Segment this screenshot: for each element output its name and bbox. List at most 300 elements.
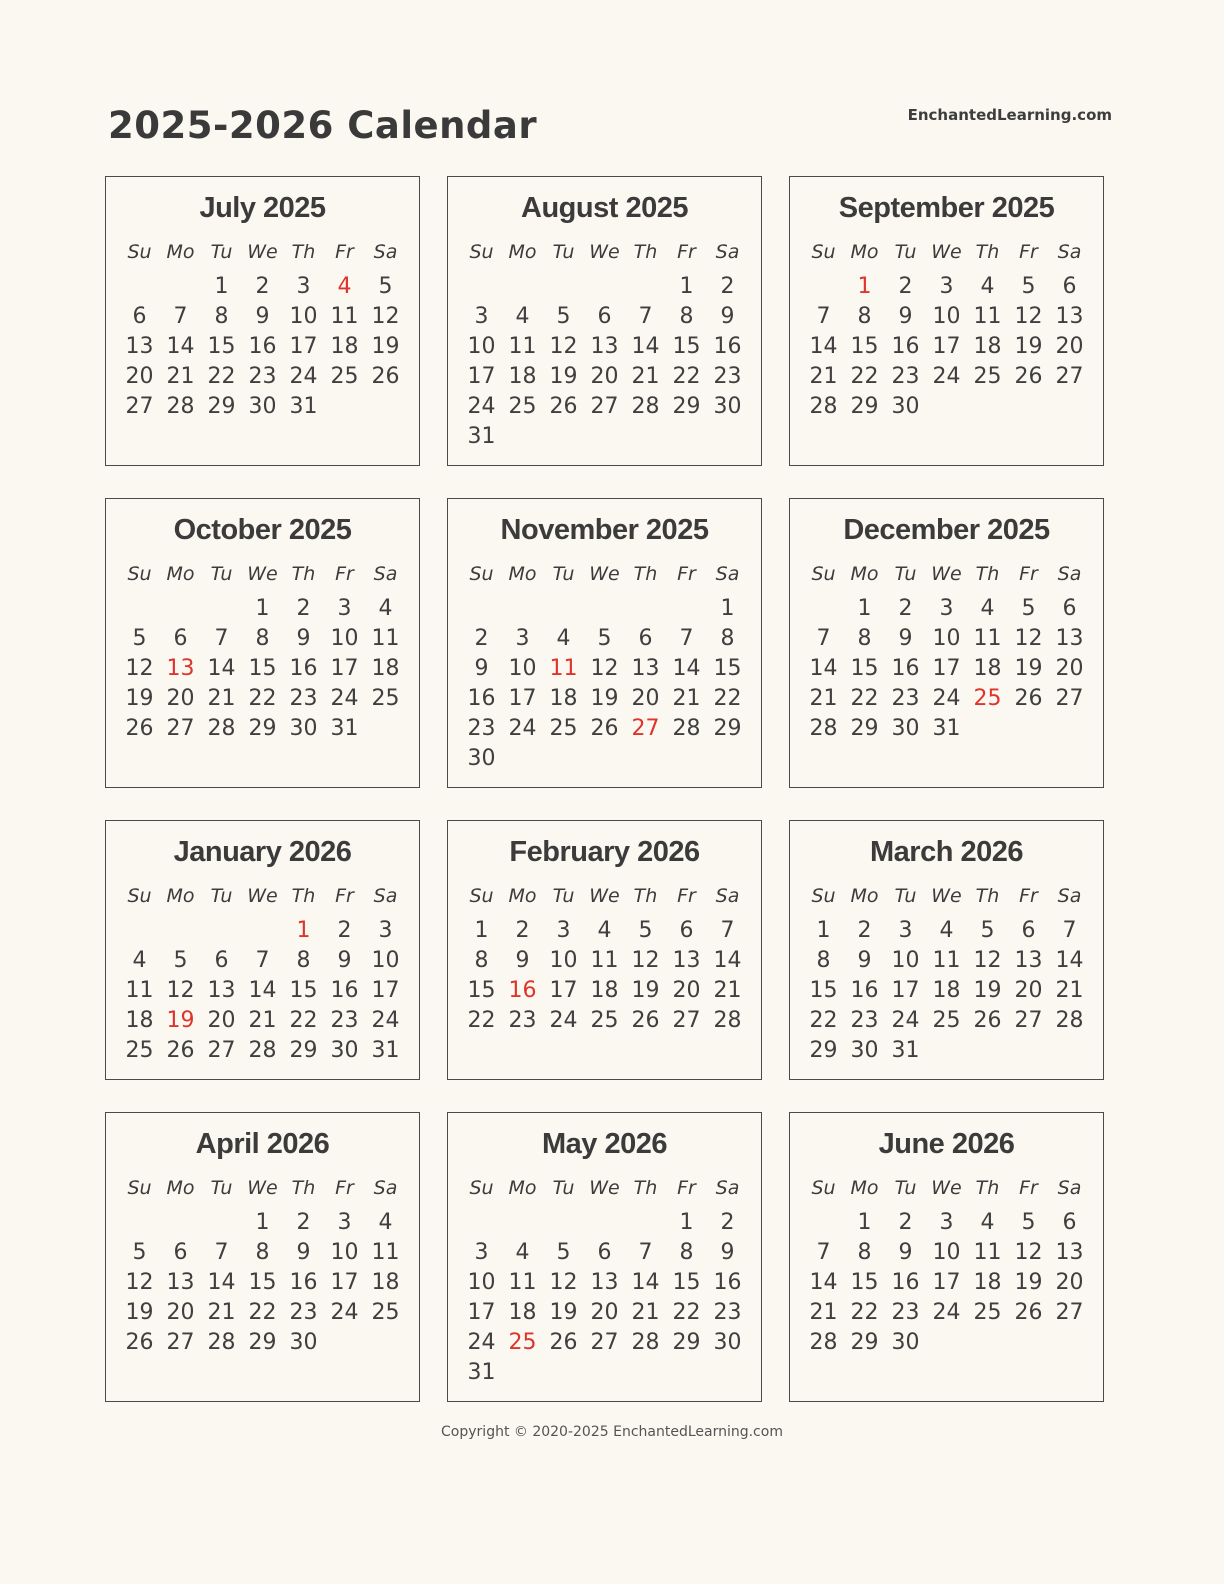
month-calendar (789, 1112, 1104, 1402)
date-cell: 5 (132, 1239, 147, 1265)
date-cell: 24 (467, 1329, 496, 1355)
date-cell: 24 (891, 1007, 920, 1033)
empty-cell (584, 271, 625, 301)
date-cell: 16 (850, 977, 879, 1003)
week-row (461, 331, 748, 361)
date-cell: 28 (713, 1007, 742, 1033)
day-header-cell: Su (469, 1177, 494, 1199)
day-header-cell: We (931, 241, 962, 263)
day-header-cell: Tu (552, 563, 575, 585)
date-cell: 13 (166, 1269, 195, 1295)
empty-cell (707, 1357, 748, 1387)
date-cell: 3 (474, 1239, 489, 1265)
date-cell: 7 (1062, 917, 1077, 943)
week-row (119, 271, 406, 301)
empty-cell (242, 915, 283, 945)
date-cell: 20 (590, 1299, 619, 1325)
date-cell: 22 (289, 1007, 318, 1033)
date-cell: 19 (973, 977, 1002, 1003)
date-cell: 6 (1062, 595, 1077, 621)
date-cell: 30 (467, 745, 496, 771)
date-cell: 31 (467, 1359, 496, 1385)
day-header-cell: Tu (552, 1177, 575, 1199)
date-cell: 27 (125, 393, 154, 419)
date-cell: 12 (371, 303, 400, 329)
date-cell: 6 (679, 917, 694, 943)
date-cell: 12 (631, 947, 660, 973)
date-cell: 18 (932, 977, 961, 1003)
date-cell: 20 (207, 1007, 236, 1033)
date-cell: 11 (330, 303, 359, 329)
date-cell: 13 (1055, 303, 1084, 329)
week-row (119, 653, 406, 683)
date-cell: 4 (337, 273, 352, 299)
empty-cell (160, 593, 201, 623)
day-header-cell: Tu (894, 563, 917, 585)
date-cell: 30 (891, 715, 920, 741)
date-cell: 5 (1021, 1209, 1036, 1235)
date-cell: 2 (474, 625, 489, 651)
week-row (461, 421, 748, 451)
empty-cell (1049, 1327, 1090, 1357)
date-cell: 25 (973, 363, 1002, 389)
date-cell: 20 (1055, 655, 1084, 681)
month-table (461, 555, 748, 773)
date-cell: 16 (891, 1269, 920, 1295)
empty-cell (365, 1327, 406, 1357)
date-cell: 26 (125, 715, 154, 741)
date-cell: 12 (590, 655, 619, 681)
empty-cell (201, 915, 242, 945)
date-cell: 12 (973, 947, 1002, 973)
date-cell: 6 (1062, 1209, 1077, 1235)
day-header-cell: Tu (552, 241, 575, 263)
date-cell: 7 (214, 1239, 229, 1265)
date-cell: 18 (371, 1269, 400, 1295)
date-cell: 23 (713, 1299, 742, 1325)
month-title: June 2026 (878, 1128, 1015, 1160)
empty-cell (119, 915, 160, 945)
empty-cell (926, 1035, 967, 1065)
day-header-cell: We (247, 563, 278, 585)
week-row (803, 713, 1090, 743)
date-cell: 7 (214, 625, 229, 651)
week-row (461, 653, 748, 683)
date-cell: 11 (125, 977, 154, 1003)
day-header-row (803, 1169, 1090, 1207)
date-cell: 28 (248, 1037, 277, 1063)
week-row (803, 1035, 1090, 1065)
day-header-cell: Tu (894, 885, 917, 907)
date-cell: 27 (672, 1007, 701, 1033)
day-header-cell: Tu (894, 1177, 917, 1199)
date-cell: 26 (590, 715, 619, 741)
week-row (461, 945, 748, 975)
day-header-cell: Su (127, 563, 152, 585)
week-row (119, 713, 406, 743)
day-header-cell: Su (127, 1177, 152, 1199)
week-row (119, 1005, 406, 1035)
date-cell: 11 (932, 947, 961, 973)
date-cell: 28 (809, 393, 838, 419)
month-calendar (447, 820, 762, 1080)
date-cell: 23 (713, 363, 742, 389)
date-cell: 12 (125, 655, 154, 681)
week-row (803, 1327, 1090, 1357)
date-cell: 10 (932, 303, 961, 329)
date-cell: 2 (720, 273, 735, 299)
month-title: November 2025 (500, 514, 709, 546)
date-cell: 17 (467, 1299, 496, 1325)
empty-cell (502, 271, 543, 301)
date-cell: 4 (980, 273, 995, 299)
empty-cell (160, 1207, 201, 1237)
empty-cell (502, 743, 543, 773)
empty-cell (1049, 391, 1090, 421)
date-cell: 13 (631, 655, 660, 681)
day-header-cell: Fr (1019, 885, 1038, 907)
week-row (119, 1207, 406, 1237)
day-header-cell: Fr (335, 563, 354, 585)
date-cell: 11 (549, 655, 578, 681)
date-cell: 5 (638, 917, 653, 943)
day-header-row (119, 233, 406, 271)
date-cell: 15 (248, 1269, 277, 1295)
week-row (803, 593, 1090, 623)
empty-cell (502, 1357, 543, 1387)
date-cell: 26 (166, 1037, 195, 1063)
date-cell: 13 (207, 977, 236, 1003)
date-cell: 30 (713, 1329, 742, 1355)
date-cell: 2 (337, 917, 352, 943)
date-cell: 7 (720, 917, 735, 943)
day-header-cell: Th (291, 563, 316, 585)
empty-cell (543, 271, 584, 301)
day-header-cell: Fr (677, 241, 696, 263)
empty-cell (461, 1207, 502, 1237)
week-row (803, 391, 1090, 421)
date-cell: 10 (289, 303, 318, 329)
date-cell: 23 (891, 685, 920, 711)
date-cell: 5 (132, 625, 147, 651)
date-cell: 25 (973, 685, 1002, 711)
day-header-row (119, 877, 406, 915)
month-table (461, 877, 748, 1035)
week-row (461, 683, 748, 713)
date-cell: 30 (713, 393, 742, 419)
date-cell: 26 (371, 363, 400, 389)
date-cell: 24 (467, 393, 496, 419)
date-cell: 28 (1055, 1007, 1084, 1033)
day-header-row (803, 877, 1090, 915)
empty-cell (461, 271, 502, 301)
day-header-cell: Tu (894, 241, 917, 263)
date-cell: 10 (467, 1269, 496, 1295)
date-cell: 22 (248, 685, 277, 711)
date-cell: 8 (296, 947, 311, 973)
day-header-cell: Th (633, 1177, 658, 1199)
date-cell: 24 (330, 685, 359, 711)
month-table (119, 1169, 406, 1357)
date-cell: 31 (371, 1037, 400, 1063)
date-cell: 9 (337, 947, 352, 973)
date-cell: 29 (672, 393, 701, 419)
date-cell: 6 (1021, 917, 1036, 943)
day-header-cell: We (931, 563, 962, 585)
empty-cell (160, 915, 201, 945)
day-header-cell: Mo (508, 1177, 537, 1199)
date-cell: 25 (932, 1007, 961, 1033)
day-header-cell: Th (975, 1177, 1000, 1199)
empty-cell (625, 1207, 666, 1237)
date-cell: 2 (898, 595, 913, 621)
date-cell: 1 (255, 595, 270, 621)
month-calendar (789, 820, 1104, 1080)
date-cell: 20 (1014, 977, 1043, 1003)
date-cell: 29 (850, 715, 879, 741)
date-cell: 4 (132, 947, 147, 973)
date-cell: 25 (508, 1329, 537, 1355)
date-cell: 29 (850, 1329, 879, 1355)
date-cell: 16 (891, 655, 920, 681)
empty-cell (543, 1207, 584, 1237)
day-header-cell: Mo (850, 1177, 879, 1199)
week-row (119, 1267, 406, 1297)
week-row (803, 301, 1090, 331)
date-cell: 12 (125, 1269, 154, 1295)
date-cell: 1 (214, 273, 229, 299)
date-cell: 1 (857, 595, 872, 621)
day-header-cell: Su (127, 241, 152, 263)
week-row (803, 1237, 1090, 1267)
day-header-cell: Th (633, 563, 658, 585)
day-header-cell: We (589, 241, 620, 263)
date-cell: 17 (549, 977, 578, 1003)
day-header-cell: Sa (373, 1177, 398, 1199)
empty-cell (1049, 713, 1090, 743)
date-cell: 1 (857, 273, 872, 299)
date-cell: 1 (474, 917, 489, 943)
day-header-cell: Tu (210, 1177, 233, 1199)
date-cell: 1 (857, 1209, 872, 1235)
month-title: May 2026 (542, 1128, 667, 1160)
date-cell: 9 (898, 625, 913, 651)
date-cell: 1 (255, 1209, 270, 1235)
date-cell: 21 (207, 685, 236, 711)
month-calendar (789, 176, 1104, 466)
date-cell: 13 (125, 333, 154, 359)
site-link: EnchantedLearning.com (907, 106, 1112, 124)
empty-cell (584, 743, 625, 773)
date-cell: 18 (508, 363, 537, 389)
date-cell: 7 (816, 625, 831, 651)
date-cell: 18 (330, 333, 359, 359)
empty-cell (803, 1207, 844, 1237)
day-header-cell: Su (469, 885, 494, 907)
week-row (461, 975, 748, 1005)
date-cell: 24 (330, 1299, 359, 1325)
day-header-cell: Fr (335, 1177, 354, 1199)
empty-cell (365, 713, 406, 743)
date-cell: 22 (850, 685, 879, 711)
day-header-cell: Su (811, 885, 836, 907)
day-header-cell: Mo (508, 885, 537, 907)
day-header-cell: Th (291, 241, 316, 263)
date-cell: 16 (713, 333, 742, 359)
date-cell: 11 (371, 625, 400, 651)
week-row (119, 1297, 406, 1327)
week-row (461, 1005, 748, 1035)
date-cell: 10 (371, 947, 400, 973)
date-cell: 28 (631, 393, 660, 419)
date-cell: 5 (173, 947, 188, 973)
week-row (803, 915, 1090, 945)
month-table (119, 555, 406, 743)
date-cell: 13 (590, 1269, 619, 1295)
date-cell: 27 (590, 393, 619, 419)
empty-cell (119, 271, 160, 301)
date-cell: 15 (713, 655, 742, 681)
date-cell: 19 (125, 1299, 154, 1325)
month-calendar (105, 820, 420, 1080)
date-cell: 28 (207, 715, 236, 741)
day-header-cell: We (247, 1177, 278, 1199)
date-cell: 17 (330, 655, 359, 681)
date-cell: 14 (1055, 947, 1084, 973)
date-cell: 14 (809, 1269, 838, 1295)
date-cell: 31 (330, 715, 359, 741)
week-row (119, 1035, 406, 1065)
date-cell: 2 (255, 273, 270, 299)
date-cell: 30 (248, 393, 277, 419)
empty-cell (666, 1357, 707, 1387)
date-cell: 14 (809, 655, 838, 681)
day-header-cell: Th (291, 1177, 316, 1199)
empty-cell (584, 1357, 625, 1387)
date-cell: 17 (932, 1269, 961, 1295)
date-cell: 7 (255, 947, 270, 973)
date-cell: 28 (809, 1329, 838, 1355)
date-cell: 5 (378, 273, 393, 299)
day-header-cell: We (247, 241, 278, 263)
date-cell: 17 (371, 977, 400, 1003)
date-cell: 9 (515, 947, 530, 973)
week-row (803, 1267, 1090, 1297)
date-cell: 16 (289, 1269, 318, 1295)
date-cell: 22 (467, 1007, 496, 1033)
day-header-row (461, 233, 748, 271)
date-cell: 28 (631, 1329, 660, 1355)
day-header-cell: Tu (210, 885, 233, 907)
date-cell: 26 (549, 1329, 578, 1355)
date-cell: 10 (549, 947, 578, 973)
date-cell: 25 (371, 685, 400, 711)
date-cell: 5 (980, 917, 995, 943)
month-title: January 2026 (173, 836, 352, 868)
date-cell: 3 (337, 595, 352, 621)
date-cell: 22 (207, 363, 236, 389)
date-cell: 11 (508, 333, 537, 359)
month-table (803, 555, 1090, 743)
date-cell: 22 (850, 363, 879, 389)
date-cell: 20 (166, 685, 195, 711)
day-header-cell: Tu (210, 563, 233, 585)
date-cell: 13 (1055, 625, 1084, 651)
day-header-cell: Mo (508, 241, 537, 263)
day-header-cell: Fr (1019, 563, 1038, 585)
empty-cell (1008, 713, 1049, 743)
date-cell: 18 (371, 655, 400, 681)
empty-cell (201, 593, 242, 623)
week-row (119, 1237, 406, 1267)
date-cell: 7 (638, 303, 653, 329)
date-cell: 27 (1055, 685, 1084, 711)
empty-cell (502, 1207, 543, 1237)
day-header-cell: Mo (166, 885, 195, 907)
month-table (803, 233, 1090, 421)
date-cell: 9 (898, 1239, 913, 1265)
date-cell: 4 (980, 595, 995, 621)
calendar-grid (105, 176, 1105, 1402)
date-cell: 29 (672, 1329, 701, 1355)
date-cell: 23 (289, 685, 318, 711)
date-cell: 3 (939, 1209, 954, 1235)
date-cell: 16 (891, 333, 920, 359)
week-row (461, 1207, 748, 1237)
date-cell: 10 (932, 1239, 961, 1265)
page-title: 2025-2026 Calendar (108, 104, 538, 147)
day-header-cell: Fr (335, 885, 354, 907)
date-cell: 28 (809, 715, 838, 741)
date-cell: 25 (549, 715, 578, 741)
date-cell: 27 (1055, 363, 1084, 389)
day-header-row (461, 555, 748, 593)
week-row (461, 713, 748, 743)
date-cell: 25 (508, 393, 537, 419)
date-cell: 13 (1055, 1239, 1084, 1265)
date-cell: 20 (631, 685, 660, 711)
date-cell: 15 (672, 333, 701, 359)
date-cell: 30 (850, 1037, 879, 1063)
date-cell: 18 (549, 685, 578, 711)
date-cell: 13 (1014, 947, 1043, 973)
empty-cell (625, 421, 666, 451)
day-header-row (461, 1169, 748, 1207)
month-calendar (105, 1112, 420, 1402)
empty-cell (201, 1207, 242, 1237)
date-cell: 6 (132, 303, 147, 329)
empty-cell (584, 593, 625, 623)
date-cell: 21 (631, 1299, 660, 1325)
date-cell: 29 (850, 393, 879, 419)
week-row (461, 391, 748, 421)
day-header-cell: Sa (1057, 241, 1082, 263)
date-cell: 26 (631, 1007, 660, 1033)
day-header-cell: Fr (335, 241, 354, 263)
date-cell: 29 (248, 715, 277, 741)
month-title: September 2025 (838, 192, 1055, 224)
date-cell: 30 (289, 715, 318, 741)
week-row (119, 331, 406, 361)
day-header-cell: Su (127, 885, 152, 907)
date-cell: 16 (713, 1269, 742, 1295)
date-cell: 15 (289, 977, 318, 1003)
week-row (119, 975, 406, 1005)
date-cell: 1 (679, 1209, 694, 1235)
week-row (461, 915, 748, 945)
date-cell: 7 (816, 303, 831, 329)
day-header-cell: We (931, 1177, 962, 1199)
